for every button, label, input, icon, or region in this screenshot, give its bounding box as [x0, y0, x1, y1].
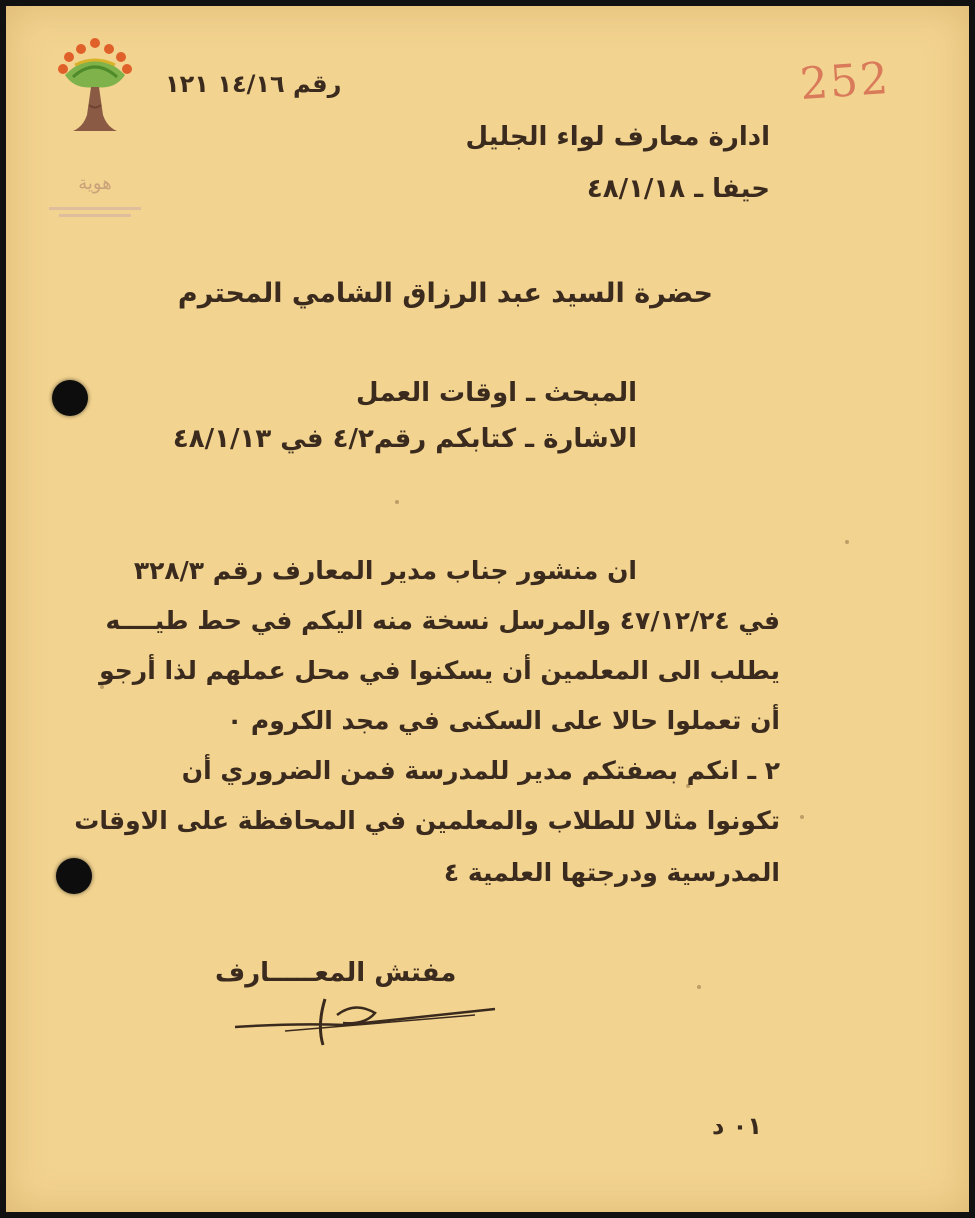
scan-speck [800, 815, 804, 819]
body-line: أن تعملوا حالا على السكنى في مجد الكروم ٠ [226, 706, 780, 735]
scan-speck [395, 500, 399, 504]
handwritten-signature [225, 995, 505, 1055]
reference-line: الاشارة ـ كتابكم رقم٤/٢ في ٤٨/١/١٣ [172, 424, 637, 454]
signature-title: مفتش المعـــــارف [215, 958, 457, 988]
reference-number: رقم ١٤/١٦ ١٢١ [165, 70, 342, 98]
subject-line: المبحث ـ اوقات العمل [356, 378, 637, 408]
scan-speck [100, 685, 104, 689]
tree-people-icon [45, 35, 145, 175]
scan-speck [697, 985, 701, 989]
logo-wordmark: هوية [78, 173, 112, 194]
body-line: تكونوا مثالا للطلاب والمعلمين في المحافظة على الاوقات [74, 806, 780, 835]
addressee: حضرة السيد عبد الرزاق الشامي المحترم [177, 278, 713, 309]
archive-logo [45, 35, 145, 195]
body-line: ان منشور جناب مدير المعارف رقم ٣٢٨/٣ [133, 556, 637, 585]
punch-hole-top [52, 380, 88, 416]
body-line: يطلب الى المعلمين أن يسكنوا في محل عملهم لذا أرجو [99, 656, 780, 685]
scan-speck [686, 784, 690, 788]
body-line: في ٤٧/١٢/٢٤ والمرسل نسخة منه اليكم في حط طيــــه [105, 606, 780, 635]
punch-hole-bottom [56, 858, 92, 894]
body-line: المدرسية ودرجتها العلمية ٤ [443, 858, 780, 887]
body-line: ٢ ـ انكم بصفتكم مدير للمدرسة فمن الضروري أن [181, 756, 780, 785]
logo-subtitle-graphic [45, 205, 145, 221]
office-heading: ادارة معارف لواء الجليل [465, 122, 770, 152]
footer-code: ٠١ د [712, 1112, 762, 1140]
scan-speck [845, 540, 849, 544]
handwritten-archive-number: 252 [798, 52, 892, 111]
place-date: حيفا ـ ٤٨/١/١٨ [586, 174, 770, 204]
